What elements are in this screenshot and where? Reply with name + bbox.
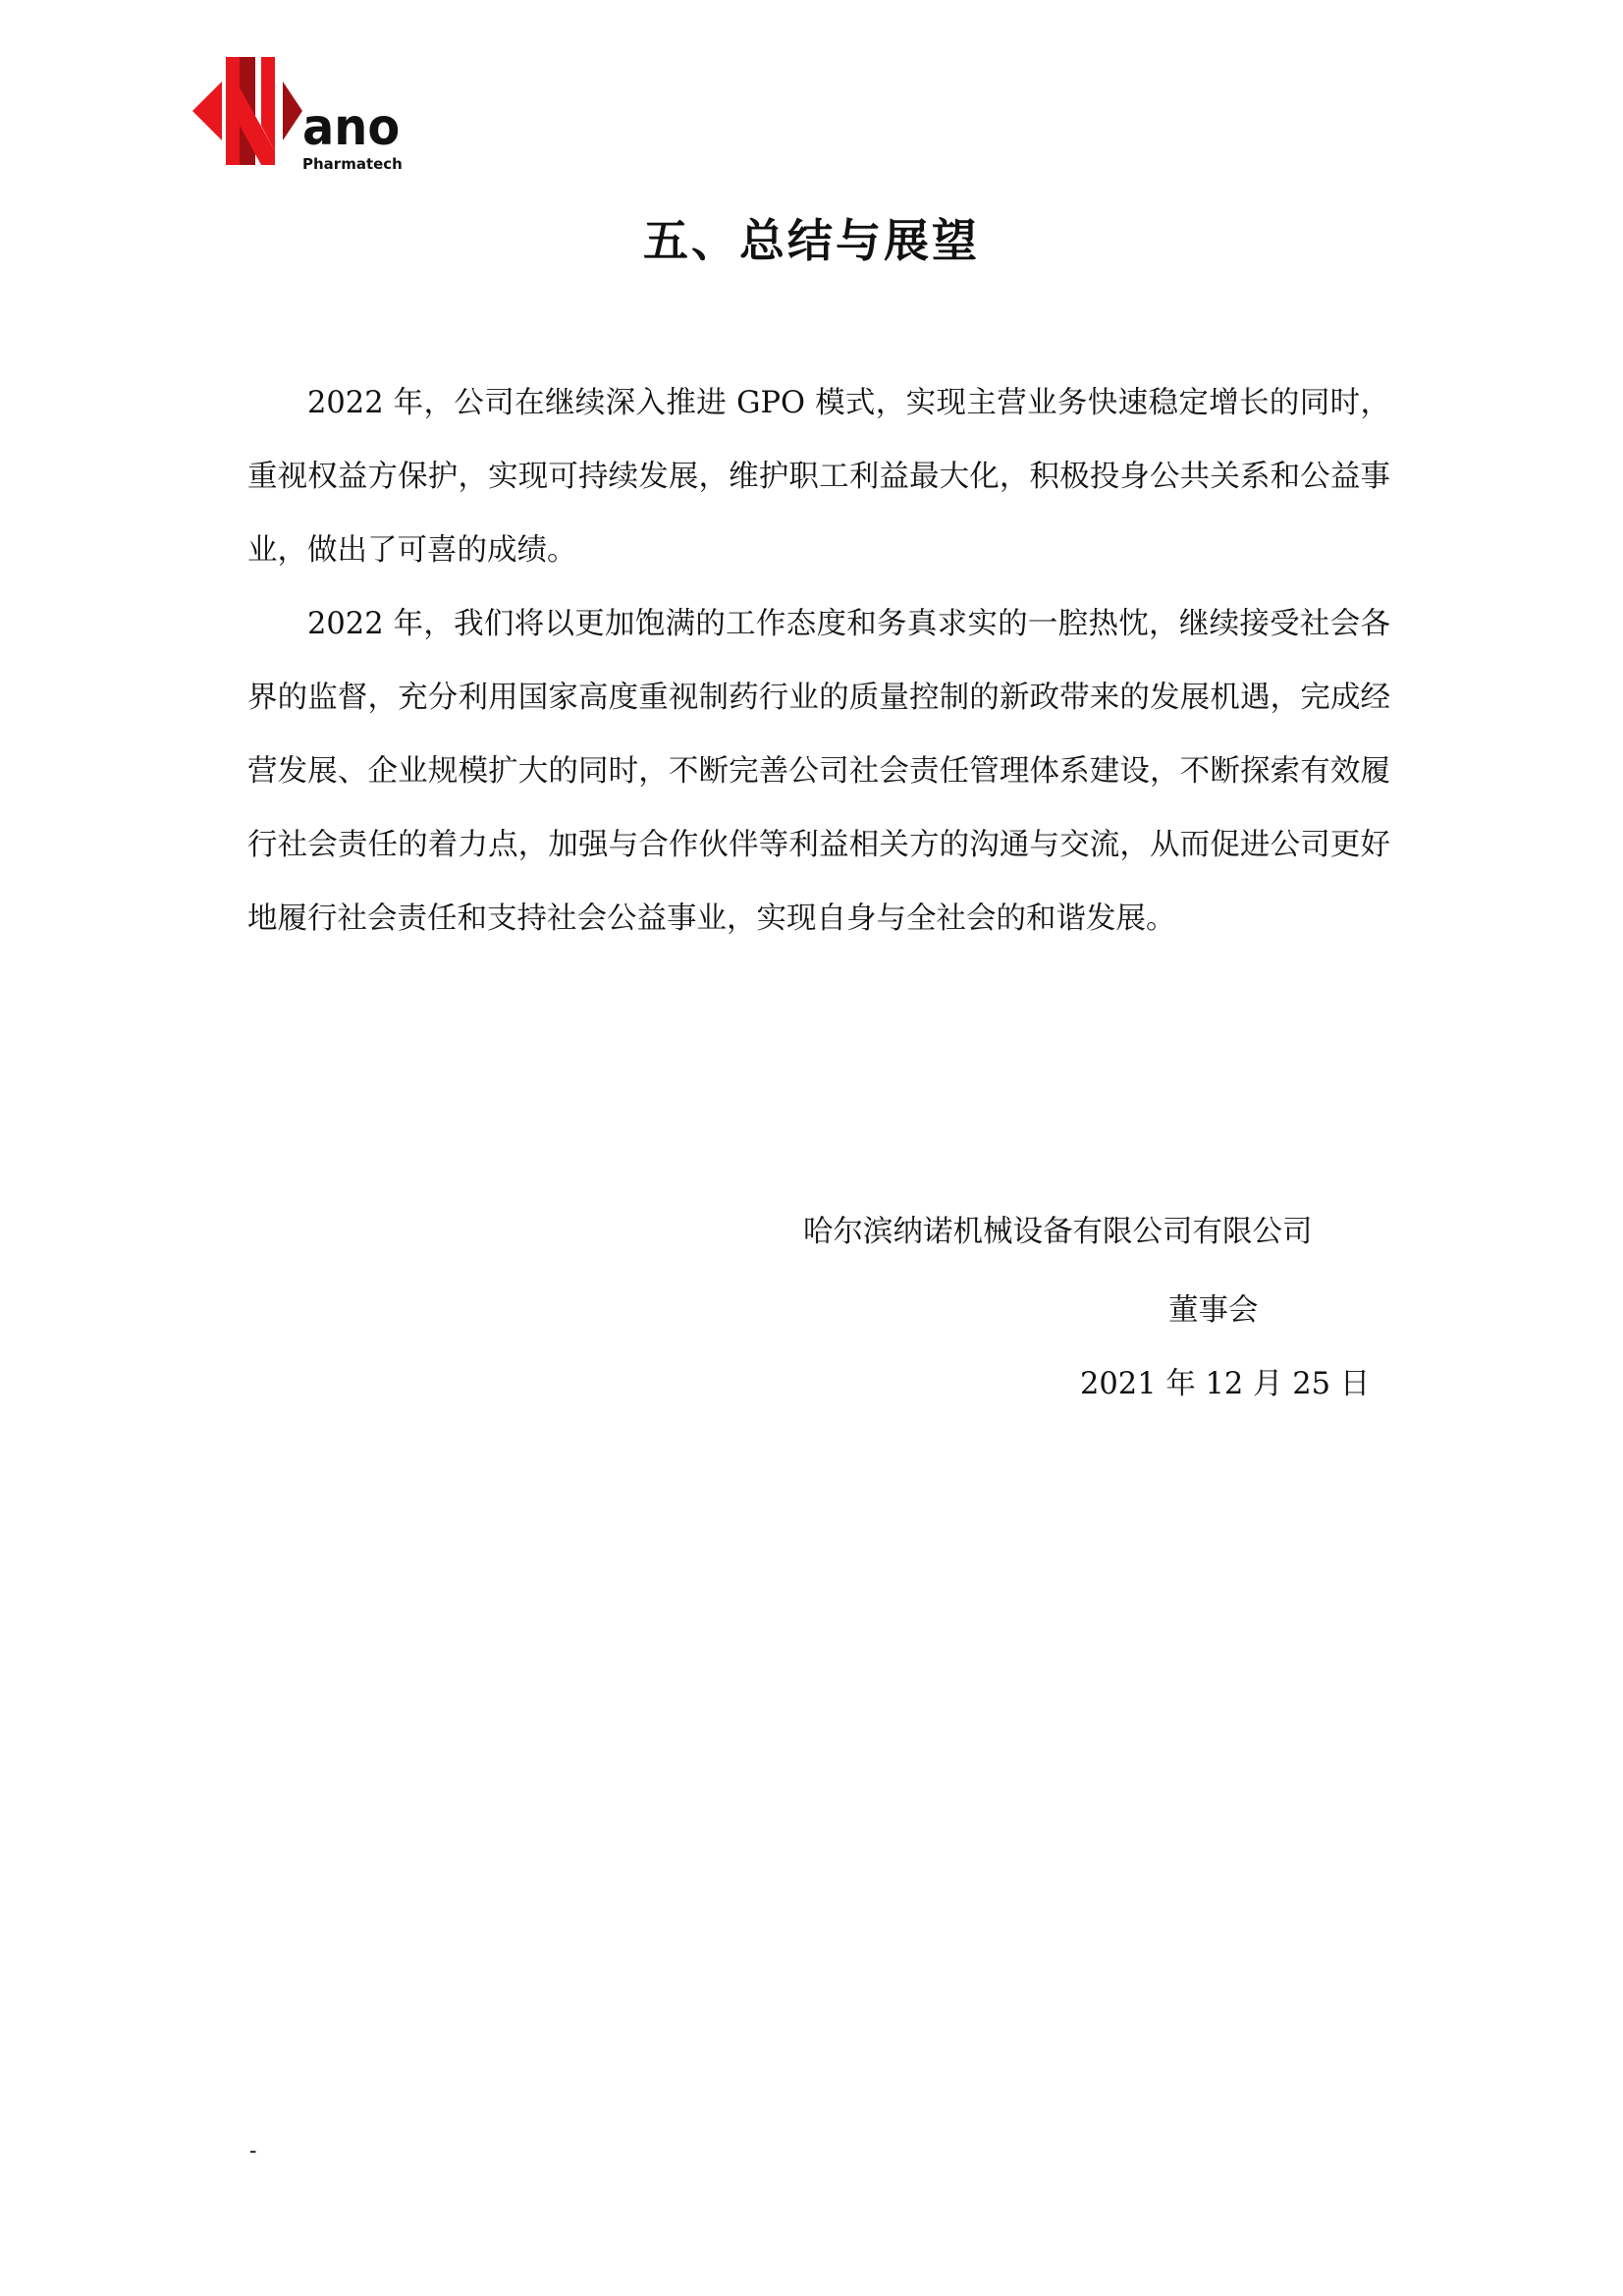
section-title: 五、总结与展望: [643, 214, 980, 267]
body-text: [247, 366, 1390, 956]
paragraph-summary: 2022 年，公司在继续深入推进 GPO 模式，实现主营业务快速稳定增长的同时，重视权益方保护，实现可持续发展，维护职工利益最大化，积极投身公共关系和公益事业，做出了可喜的成绩。: [247, 386, 1390, 568]
paragraph-outlook: 2022 年，我们将以更加饱满的工作态度和务真求实的一腔热忱，继续接受社会各界的监督，充分利用国家高度重视制药行业的质量控制的新政带来的发展机遇，完成经营发展、企业规模扩大的同时，不断完善公司社会责任管理体系建设，不断探索有效履行社会责任的着力点，加强与合作伙伴等利益相关方的沟通与交流，从而促进公司更好地履行社会责任和支持社会公益事业，实现自身与全社会的和谐发展。: [247, 607, 1390, 936]
signature-company: 哈尔滨纳诺机械设备有限公司有限公司: [803, 1215, 1313, 1249]
signature-board: 董事会: [1168, 1293, 1259, 1328]
nano-n-logo-icon: [192, 57, 302, 165]
signature-date: 2021 年 12 月 25 日: [1080, 1367, 1371, 1401]
logo-wordmark: ano: [302, 98, 401, 157]
company-logo: [192, 57, 418, 175]
logo-subtitle: Pharmatech: [302, 155, 403, 173]
page-footer-mark: -: [249, 2139, 257, 2163]
